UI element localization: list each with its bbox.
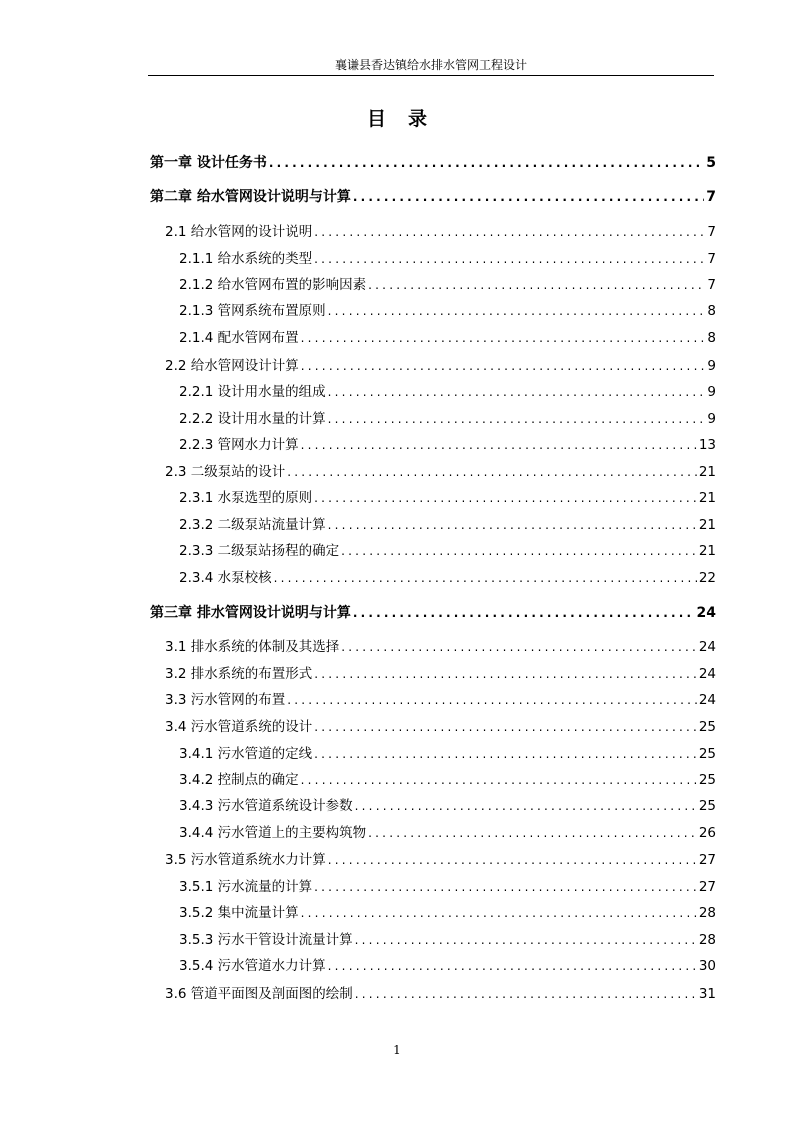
toc-title: 目录	[366, 108, 449, 130]
toc-entry-page: 25	[698, 772, 716, 788]
toc-entry[interactable]	[179, 540, 716, 562]
toc-entry-page: 7	[706, 189, 716, 205]
toc-entry-label: 3.4 污水管道系统的设计	[165, 719, 313, 735]
dot-leader	[269, 152, 704, 174]
toc-entry-label: 2.3.4 水泵校核	[179, 570, 272, 586]
toc-entry-label: 3.5.1 污水流量的计算	[179, 879, 313, 895]
header-rule	[148, 75, 714, 76]
toc-entry-page: 25	[698, 798, 716, 814]
toc-entry[interactable]	[179, 381, 716, 403]
dot-leader	[353, 602, 695, 624]
toc-entry-page: 7	[707, 277, 716, 293]
toc-entry-label: 3.4.4 污水管道上的主要构筑物	[179, 825, 367, 841]
toc-entry-label: 2.1.4 配水管网布置	[179, 330, 299, 346]
toc-entry-label: 3.4.3 污水管道系统设计参数	[179, 798, 353, 814]
toc-entry-page: 9	[707, 411, 716, 427]
toc-entry-page: 24	[698, 666, 716, 682]
toc-entry-label: 2.2.1 设计用水量的组成	[179, 384, 326, 400]
toc-entry-label: 2.3.1 水泵选型的原则	[179, 490, 313, 506]
toc-entry[interactable]	[179, 248, 716, 270]
toc-entry-label: 2.1.1 给水系统的类型	[179, 251, 313, 267]
toc-entry-label: 3.2 排水系统的布置形式	[165, 666, 313, 682]
toc-entry[interactable]	[179, 300, 716, 322]
toc-entry[interactable]	[150, 152, 716, 174]
toc-entry[interactable]	[179, 434, 716, 456]
toc-entry-page: 5	[706, 155, 716, 171]
toc-entry-page: 9	[707, 358, 716, 374]
dot-leader	[314, 248, 705, 270]
dot-leader	[355, 983, 697, 1005]
toc-entry-label: 第三章 排水管网设计说明与计算	[150, 605, 351, 621]
toc-entry-label: 3.5.3 污水干管设计流量计算	[179, 932, 353, 948]
dot-leader	[314, 221, 705, 243]
toc-entry[interactable]	[179, 955, 716, 977]
dot-leader	[328, 408, 706, 430]
dot-leader	[355, 929, 697, 951]
toc-entry[interactable]	[179, 514, 716, 536]
toc-entry-page: 27	[698, 852, 716, 868]
dot-leader	[314, 876, 697, 898]
dot-leader	[301, 327, 706, 349]
toc-entry-page: 28	[698, 905, 716, 921]
toc-entry[interactable]	[179, 795, 716, 817]
toc-entry[interactable]	[150, 602, 716, 624]
toc-entry-page: 25	[698, 719, 716, 735]
toc-entry[interactable]	[179, 327, 716, 349]
toc-entry-label: 2.1 给水管网的设计说明	[165, 224, 313, 240]
toc-entry-page: 24	[698, 692, 716, 708]
toc-entry-label: 2.1.2 给水管网布置的影响因素	[179, 277, 367, 293]
dot-leader	[328, 849, 697, 871]
toc-entry[interactable]	[179, 769, 716, 791]
toc-entry-label: 3.4.2 控制点的确定	[179, 772, 299, 788]
dot-leader	[355, 795, 697, 817]
toc-entry-label: 2.3.3 二级泵站扬程的确定	[179, 543, 340, 559]
toc-entry-label: 2.3.2 二级泵站流量计算	[179, 517, 326, 533]
dot-leader	[314, 743, 697, 765]
toc-entry-page: 7	[707, 224, 716, 240]
toc-entry[interactable]	[165, 689, 716, 711]
toc-entry[interactable]	[179, 822, 716, 844]
dot-leader	[368, 822, 697, 844]
toc-entry-label: 3.5.2 集中流量计算	[179, 905, 299, 921]
dot-leader	[353, 186, 704, 208]
toc-entry[interactable]	[165, 849, 716, 871]
dot-leader	[314, 716, 697, 738]
toc-entry[interactable]	[165, 221, 716, 243]
toc-entry-page: 8	[707, 330, 716, 346]
toc-entry[interactable]	[179, 487, 716, 509]
toc-entry-label: 3.6 管道平面图及剖面图的绘制	[165, 986, 353, 1002]
dot-leader	[328, 955, 697, 977]
dot-leader	[301, 769, 697, 791]
toc-entry-page: 21	[698, 464, 716, 480]
toc-entry[interactable]	[179, 929, 716, 951]
dot-leader	[287, 461, 697, 483]
toc-entry-page: 7	[707, 251, 716, 267]
dot-leader	[314, 663, 697, 685]
toc-entry-page: 24	[696, 605, 716, 621]
toc-entry[interactable]	[165, 716, 716, 738]
toc-entry-page: 13	[698, 437, 716, 453]
toc-entry-page: 21	[698, 543, 716, 559]
dot-leader	[301, 355, 706, 377]
toc-entry[interactable]	[165, 663, 716, 685]
dot-leader	[287, 689, 697, 711]
toc-entry-label: 3.1 排水系统的体制及其选择	[165, 639, 340, 655]
toc-entry-label: 2.2.3 管网水力计算	[179, 437, 299, 453]
dot-leader	[301, 902, 697, 924]
dot-leader	[328, 300, 706, 322]
toc-entry-page: 25	[698, 746, 716, 762]
toc-entry-label: 3.5.4 污水管道水力计算	[179, 958, 326, 974]
toc-entry-label: 2.1.3 管网系统布置原则	[179, 303, 326, 319]
toc-entry-label: 2.2 给水管网设计计算	[165, 358, 299, 374]
toc-entry-page: 30	[698, 958, 716, 974]
dot-leader	[314, 487, 697, 509]
toc-entry-page: 26	[698, 825, 716, 841]
toc-entry[interactable]	[165, 461, 716, 483]
toc-entry-page: 22	[698, 570, 716, 586]
dot-leader	[328, 514, 697, 536]
dot-leader	[341, 636, 697, 658]
toc-entry-label: 2.2.2 设计用水量的计算	[179, 411, 326, 427]
toc-entry-page: 21	[698, 490, 716, 506]
toc-entry[interactable]	[165, 636, 716, 658]
dot-leader	[368, 274, 705, 296]
toc-entry-label: 3.3 污水管网的布置	[165, 692, 286, 708]
toc-entry[interactable]	[179, 743, 716, 765]
toc-entry-label: 第二章 给水管网设计说明与计算	[150, 189, 351, 205]
toc-entry-page: 8	[707, 303, 716, 319]
toc-entry[interactable]	[150, 186, 716, 208]
running-header: 襄谦县香达镇给水排水管网工程设计	[334, 58, 527, 72]
toc-entry-label: 2.3 二级泵站的设计	[165, 464, 286, 480]
toc-entry[interactable]	[165, 355, 716, 377]
toc-entry[interactable]	[179, 876, 716, 898]
toc-entry-page: 27	[698, 879, 716, 895]
toc-entry-page: 9	[707, 384, 716, 400]
page-number: 1	[393, 1043, 401, 1057]
toc-entry-label: 第一章 设计任务书	[150, 155, 267, 171]
dot-leader	[328, 381, 706, 403]
toc-entry-page: 24	[698, 639, 716, 655]
toc-entry-label: 3.5 污水管道系统水力计算	[165, 852, 326, 868]
toc-entry-page: 31	[698, 986, 716, 1002]
dot-leader	[301, 434, 697, 456]
dot-leader	[274, 567, 697, 589]
toc-entry[interactable]	[179, 274, 716, 296]
toc-entry-page: 28	[698, 932, 716, 948]
toc-entry[interactable]	[179, 567, 716, 589]
toc-entry-page: 21	[698, 517, 716, 533]
toc-entry-label: 3.4.1 污水管道的定线	[179, 746, 313, 762]
toc-entry[interactable]	[179, 408, 716, 430]
toc-entry[interactable]	[179, 902, 716, 924]
toc-entry[interactable]	[165, 983, 716, 1005]
dot-leader	[341, 540, 697, 562]
